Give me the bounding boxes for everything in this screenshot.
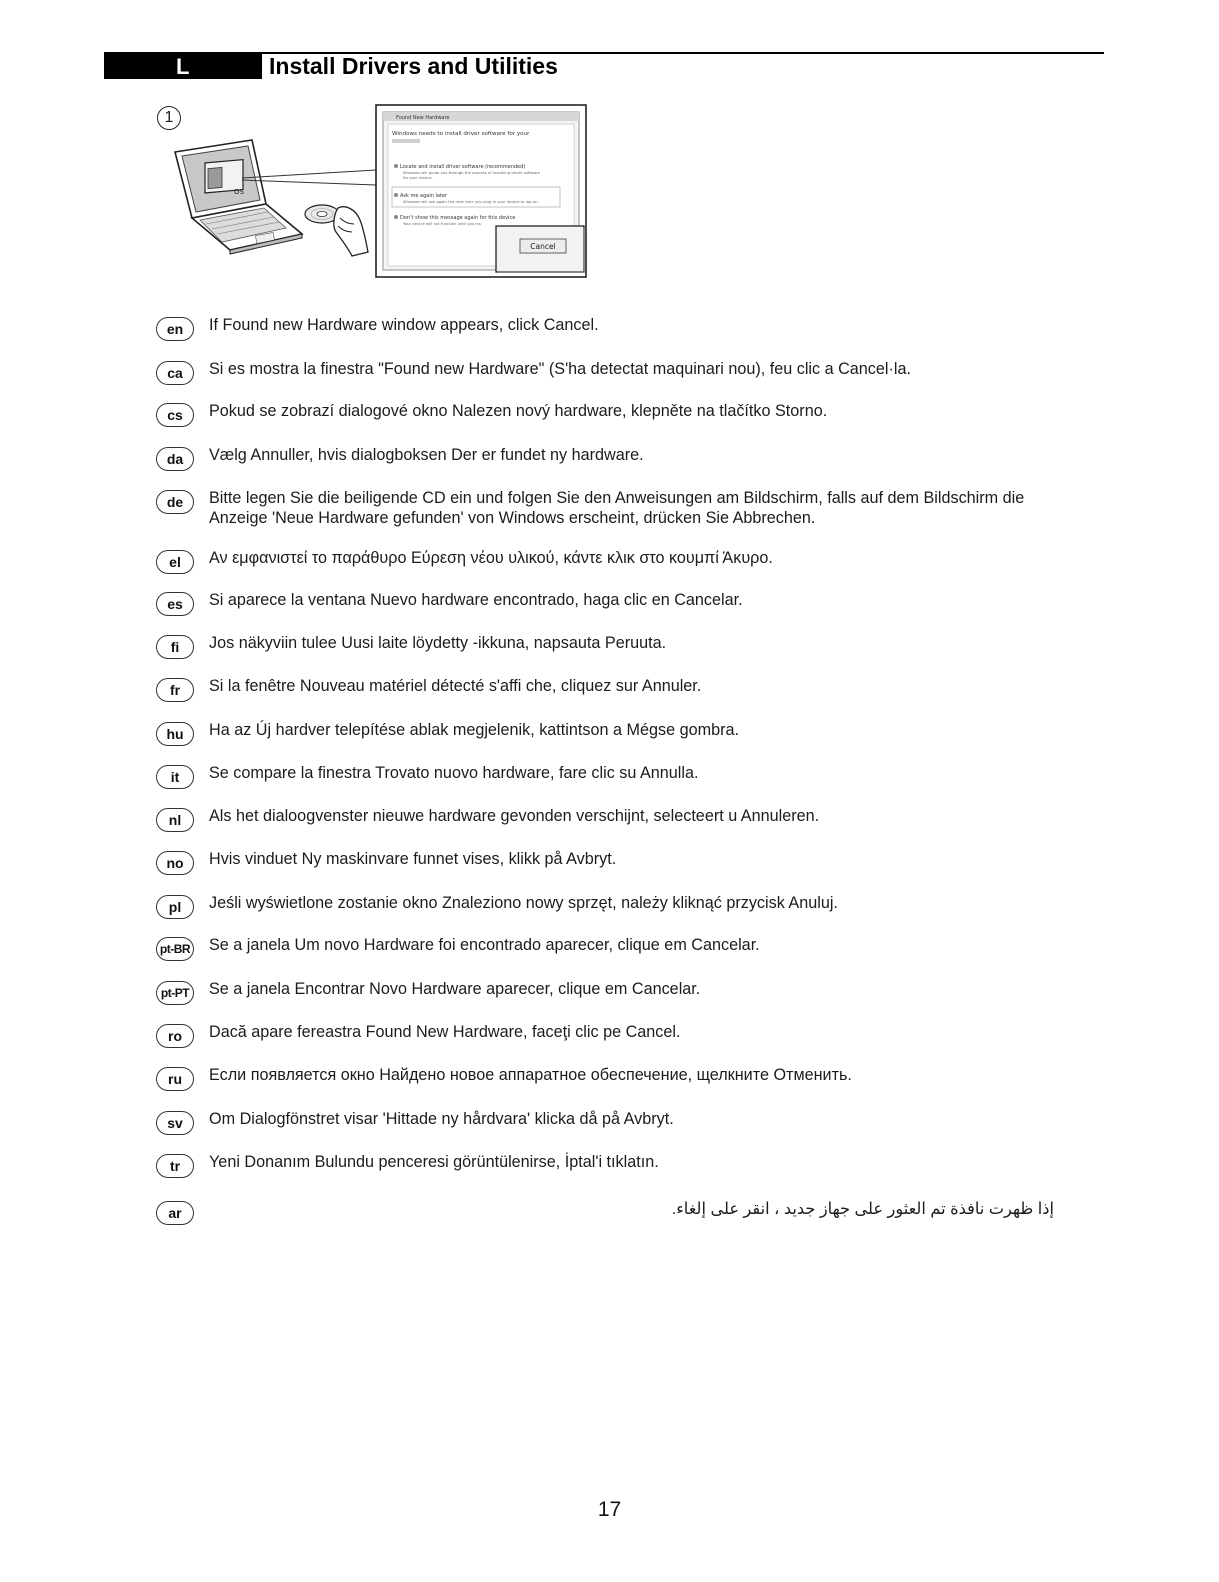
- dialog-cancel-label: Cancel: [530, 242, 556, 251]
- instruction-text: Pokud se zobrazí dialogové okno Nalezen nový hardware, klepněte na tlačítko Storno.: [209, 402, 828, 420]
- language-badge: pt-BR: [156, 937, 194, 961]
- instruction-text: Ha az Új hardver telepítése ablak megjelenik, kattintson a Mégse gombra.: [209, 721, 739, 739]
- instruction-text: Αν εμφανιστεί το παράθυρο Εύρεση νέου υλικού, κάντε κλικ στο κουμπί Άκυρο.: [209, 549, 773, 567]
- language-badge: el: [156, 550, 194, 574]
- language-badge: pt-PT: [156, 981, 194, 1005]
- language-badge: es: [156, 592, 194, 616]
- language-badge: ca: [156, 361, 194, 385]
- step-number: 1: [157, 106, 181, 130]
- language-badge: nl: [156, 808, 194, 832]
- language-badge: da: [156, 447, 194, 471]
- language-badge: pl: [156, 895, 194, 919]
- language-badge: it: [156, 765, 194, 789]
- language-badge: de: [156, 490, 194, 514]
- language-badge: ar: [156, 1201, 194, 1225]
- page-title: Install Drivers and Utilities: [269, 53, 558, 79]
- language-badge: fr: [156, 678, 194, 702]
- language-badge: fi: [156, 635, 194, 659]
- instruction-text: Если появляется окно Найдено новое аппаратное обеспечение, щелкните Отменить.: [209, 1066, 852, 1084]
- language-badge: no: [156, 851, 194, 875]
- instruction-text: Si la fenêtre Nouveau matériel détecté s'affi che, cliquez sur Annuler.: [209, 677, 702, 695]
- instruction-text: Vælg Annuller, hvis dialogboksen Der er fundet ny hardware.: [209, 446, 644, 464]
- instruction-text: Hvis vinduet Ny maskinvare funnet vises, klikk på Avbryt.: [209, 850, 617, 868]
- instruction-text: Als het dialoogvenster nieuwe hardware gevonden verschijnt, selecteert u Annuleren.: [209, 807, 820, 825]
- dialog-prompt: Windows needs to install driver software for your: [392, 131, 530, 137]
- instruction-text: Bitte legen Sie die beiligende CD ein und folgen Sie den Anweisungen am Bildschirm, falls auf dem Bildschirm die Anzeige 'Neue Hardware gefunden' von Windows erscheint, drücken Sie Abbrechen.: [209, 489, 1025, 527]
- install-illustration: [170, 100, 590, 282]
- instruction-text: Se compare la finestra Trovato nuovo hardware, fare clic su Annulla.: [209, 764, 699, 782]
- language-badge: sv: [156, 1111, 194, 1135]
- instruction-text: Se a janela Um novo Hardware foi encontrado aparecer, clique em Cancelar.: [209, 936, 760, 954]
- dialog-option-ask-later[interactable]: Ask me again later: [400, 193, 448, 199]
- language-badge: tr: [156, 1154, 194, 1178]
- instruction-text: Se a janela Encontrar Novo Hardware aparecer, clique em Cancelar.: [209, 980, 701, 998]
- dialog-option-locate-desc1: Windows will guide you through the process of installing driver software: [403, 170, 540, 175]
- instruction-text: Si aparece la ventana Nuevo hardware encontrado, haga clic en Cancelar.: [209, 591, 743, 609]
- section-letter-box: L: [104, 54, 262, 79]
- hand-icon: [334, 207, 368, 256]
- page-number: 17: [597, 1498, 622, 1521]
- instruction-text: Om Dialogfönstret visar 'Hittade ny hårdvara' klicka då på Avbryt.: [209, 1110, 674, 1128]
- dialog-option-locate-desc2: for your device.: [403, 175, 433, 180]
- instruction-text: Dacă apare fereastra Found New Hardware, faceţi clic pe Cancel.: [209, 1023, 681, 1041]
- instruction-text: Jeśli wyświetlone zostanie okno Znaleziono nowy sprzęt, należy kliknąć przycisk Anuluj.: [209, 894, 838, 912]
- dialog-option-locate[interactable]: Locate and install driver software (recommended): [400, 164, 526, 170]
- instruction-text: إذا ظهرت نافذة تم العثور على جهاز جديد ، انقر على إلغاء.: [671, 1200, 1054, 1218]
- instruction-text: If Found new Hardware window appears, click Cancel.: [209, 316, 599, 334]
- dialog-option-ask-later-desc: Windows will ask again the next time you plug in your device or log on.: [403, 199, 539, 204]
- svg-text:OS: OS: [234, 188, 244, 196]
- laptop-icon: [175, 140, 302, 254]
- language-badge: cs: [156, 403, 194, 427]
- instruction-text: Yeni Donanım Bulundu penceresi görüntülenirse, İptal'i tıklatın.: [209, 1153, 659, 1171]
- dialog-option-dont-show[interactable]: Don't show this message again for this device: [400, 215, 516, 221]
- language-badge: hu: [156, 722, 194, 746]
- language-badge: ru: [156, 1067, 194, 1091]
- language-badge: ro: [156, 1024, 194, 1048]
- dialog-option-dont-show-desc: Your device will not function until you ins: [403, 221, 481, 226]
- language-badge: en: [156, 317, 194, 341]
- dialog-window-title: Found New Hardware: [396, 115, 450, 121]
- instruction-text: Si es mostra la finestra "Found new Hardware" (S'ha detectat maquinari nou), feu clic a Cancel·la.: [209, 360, 911, 378]
- instruction-text: Jos näkyviin tulee Uusi laite löydetty -ikkuna, napsauta Peruuta.: [209, 634, 667, 652]
- found-new-hardware-dialog: [376, 105, 586, 277]
